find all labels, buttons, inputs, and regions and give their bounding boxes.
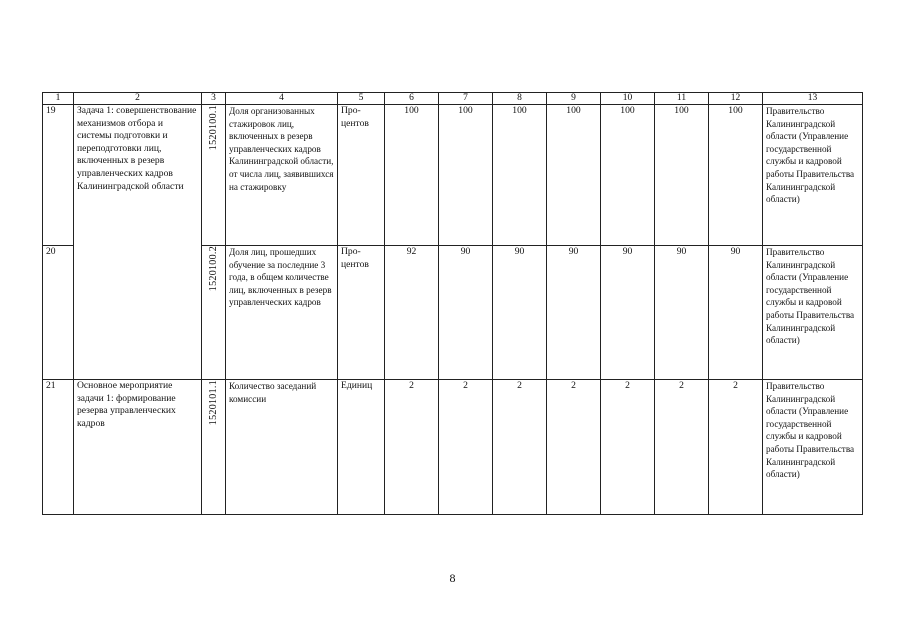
code-cell [202, 105, 226, 246]
value-cell: 2 [547, 380, 601, 515]
unit-cell: Единиц [338, 380, 385, 515]
indicator-cell: Доля лиц, прошедших обучение за последние 3 года, в общем количестве лиц, включенных в резерв управленческих кадров [226, 246, 338, 380]
indicator-cell: Доля организованных стажировок лиц, включенных в резерв управленческих кадров Калининградской области, от числа лиц, заявившихся на стажировку [226, 105, 338, 246]
header-cell: 3 [202, 93, 226, 105]
value-cell: 92 [385, 246, 439, 380]
table-row [43, 105, 863, 246]
header-cell: 13 [763, 93, 863, 105]
task-cell: Основное мероприятие задачи 1: формирование резерва управленческих кадров [74, 380, 202, 515]
header-cell: 8 [493, 93, 547, 105]
value-cell: 90 [655, 246, 709, 380]
unit-cell: Про-центов [338, 105, 385, 246]
responsible-cell: Правительство Калининградской области (Управление государственной службы и кадровой работы Правительства Калининградской области) [763, 380, 863, 515]
responsible-cell: Правительство Калининградской области (Управление государственной службы и кадровой работы Правительства Калининградской области) [763, 246, 863, 380]
responsible-cell: Правительство Калининградской области (Управление государственной службы и кадровой работы Правительства Калининградской области) [763, 105, 863, 246]
value-cell: 90 [439, 246, 493, 380]
header-cell: 11 [655, 93, 709, 105]
indicator-cell: Количество заседаний комиссии [226, 380, 338, 515]
code-cell [202, 246, 226, 380]
header-cell: 10 [601, 93, 655, 105]
value-cell: 90 [709, 246, 763, 380]
value-cell: 2 [709, 380, 763, 515]
page-number: 8 [449, 571, 456, 585]
header-cell: 2 [74, 93, 202, 105]
value-cell: 2 [601, 380, 655, 515]
value-cell: 90 [601, 246, 655, 380]
code-text: 1520100.2 [207, 246, 219, 292]
header-cell: 7 [439, 93, 493, 105]
table-row [43, 380, 863, 515]
task-cell: Задача 1: совершенствование механизмов отбора и системы подготовки и переподготовки лиц, включенных в резерв управленческих кадров Калининградской области [74, 105, 202, 380]
value-cell: 100 [439, 105, 493, 246]
code-text: 1520101.1 [207, 380, 219, 426]
value-cell: 2 [385, 380, 439, 515]
code-cell [202, 380, 226, 515]
header-cell: 6 [385, 93, 439, 105]
indicators-table [42, 92, 863, 515]
header-cell: 4 [226, 93, 338, 105]
value-cell: 100 [385, 105, 439, 246]
value-cell: 2 [493, 380, 547, 515]
code-text: 1520100.1 [207, 105, 219, 151]
header-cell: 5 [338, 93, 385, 105]
header-cell: 12 [709, 93, 763, 105]
value-cell: 2 [439, 380, 493, 515]
value-cell: 100 [547, 105, 601, 246]
row-number: 19 [43, 105, 74, 246]
value-cell: 2 [655, 380, 709, 515]
value-cell: 90 [493, 246, 547, 380]
value-cell: 90 [547, 246, 601, 380]
value-cell: 100 [709, 105, 763, 246]
row-number: 21 [43, 380, 74, 515]
value-cell: 100 [601, 105, 655, 246]
header-cell: 9 [547, 93, 601, 105]
header-row [43, 93, 863, 105]
row-number: 20 [43, 246, 74, 380]
unit-cell: Про-центов [338, 246, 385, 380]
value-cell: 100 [493, 105, 547, 246]
header-cell: 1 [43, 93, 74, 105]
value-cell: 100 [655, 105, 709, 246]
